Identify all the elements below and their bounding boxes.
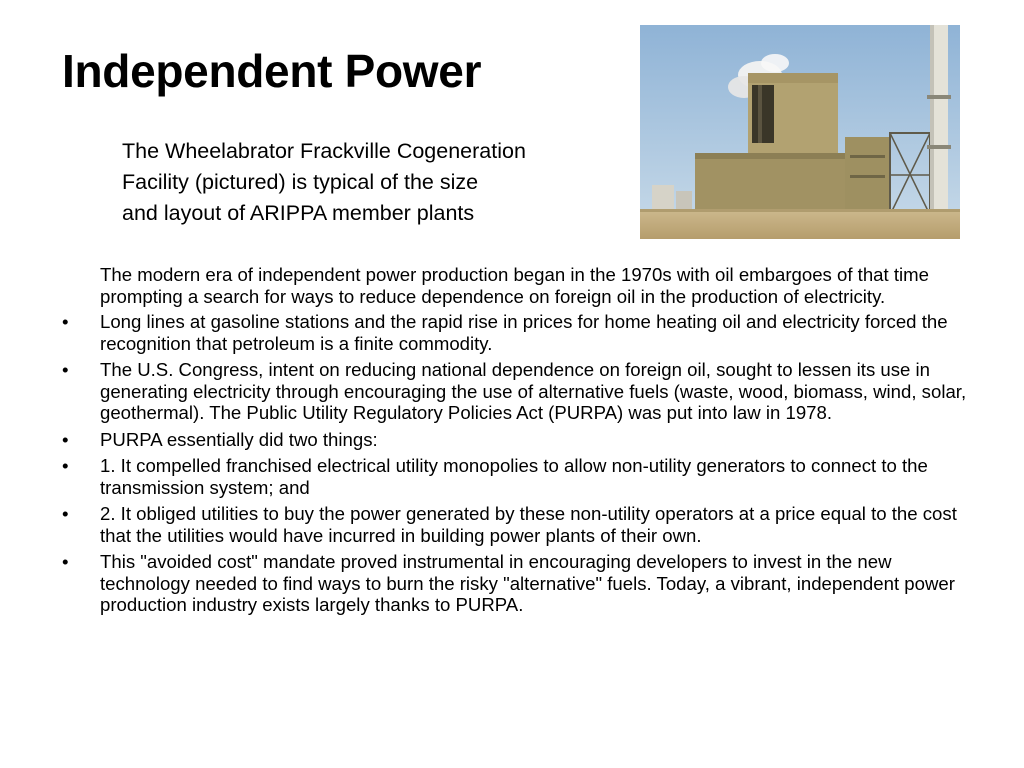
bullet-text: 2. It obliged utilities to buy the power generated by these non-utility operators at a price equal to the cost that the utilities would have incurred in building power plants of their own. — [100, 503, 957, 546]
list-item — [62, 311, 967, 354]
list-item — [62, 455, 967, 498]
caption-line: The Wheelabrator Frackville Cogeneration — [122, 139, 526, 163]
slide-title: Independent Power — [62, 45, 482, 97]
photo-caption — [122, 136, 622, 229]
bullet-text: The U.S. Congress, intent on reducing national dependence on foreign oil, sought to lessen its use in generating electricity through encouraging the use of alternative fuels (waste, wood, biomass, wind, solar, geothermal). The Public Utility Regulatory Policies Act (PURPA) was put into law in 1978. — [100, 359, 967, 423]
list-item — [62, 551, 967, 616]
bullet-icon: • — [62, 359, 69, 380]
bullet-list — [62, 311, 967, 616]
slide-body — [62, 264, 967, 621]
power-plant-photo — [640, 25, 960, 239]
bullet-icon: • — [62, 428, 69, 450]
caption-line: Facility (pictured) is typical of the size — [122, 170, 479, 194]
bullet-text: 1. It compelled franchised electrical utility monopolies to allow non-utility generators to connect to the transmission system; and — [100, 455, 928, 498]
caption-line: and layout of ARIPPA member plants — [122, 201, 475, 225]
list-item — [62, 429, 967, 451]
bullet-icon: • — [62, 455, 69, 476]
list-item — [62, 503, 967, 546]
bullet-text: This "avoided cost" mandate proved instrumental in encouraging developers to invest in the new technology needed to find ways to burn the risky "alternative" fuels. Today, a vibrant, independent power production industry exists largely thanks to PURPA. — [100, 551, 955, 615]
list-item — [62, 359, 967, 424]
bullet-text: PURPA essentially did two things: — [100, 428, 378, 450]
bullet-icon: • — [62, 551, 69, 572]
bullet-icon: • — [62, 311, 69, 332]
bullet-text: Long lines at gasoline stations and the rapid rise in prices for home heating oil and electricity forced the recognition that petroleum is a finite commodity. — [100, 311, 948, 354]
intro-paragraph: The modern era of independent power production began in the 1970s with oil embargoes of that time prompting a search for ways to reduce dependence on foreign oil in the production of electricity. — [100, 264, 929, 307]
bullet-icon: • — [62, 503, 69, 524]
